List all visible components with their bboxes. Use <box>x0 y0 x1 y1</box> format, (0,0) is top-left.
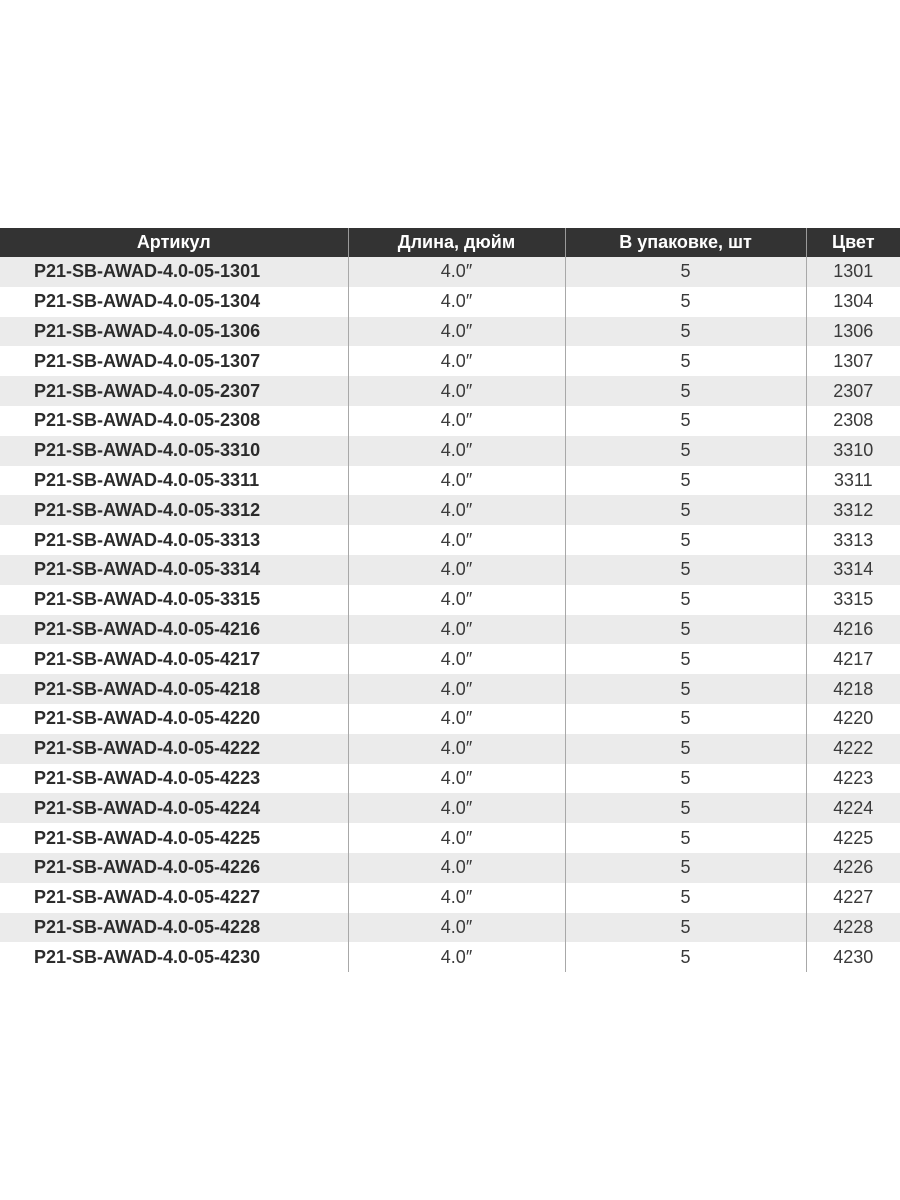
table-row <box>0 615 900 645</box>
cell-color: 4228 <box>806 913 900 943</box>
cell-article: P21-SB-AWAD-4.0-05-4225 <box>0 823 348 853</box>
table-row <box>0 495 900 525</box>
cell-length: 4.0″ <box>348 436 565 466</box>
cell-article: P21-SB-AWAD-4.0-05-4228 <box>0 913 348 943</box>
table-row <box>0 257 900 287</box>
cell-color: 4220 <box>806 704 900 734</box>
table-row <box>0 883 900 913</box>
cell-color: 4226 <box>806 853 900 883</box>
cell-color: 3312 <box>806 495 900 525</box>
table-row <box>0 287 900 317</box>
table-header <box>0 228 900 257</box>
cell-length: 4.0″ <box>348 942 565 972</box>
cell-color: 4225 <box>806 823 900 853</box>
cell-article: P21-SB-AWAD-4.0-05-1306 <box>0 317 348 347</box>
cell-article: P21-SB-AWAD-4.0-05-1307 <box>0 346 348 376</box>
table-row <box>0 406 900 436</box>
cell-color: 1306 <box>806 317 900 347</box>
cell-length: 4.0″ <box>348 376 565 406</box>
cell-article: P21-SB-AWAD-4.0-05-4217 <box>0 644 348 674</box>
cell-pack-qty: 5 <box>565 853 806 883</box>
cell-article: P21-SB-AWAD-4.0-05-4216 <box>0 615 348 645</box>
cell-color: 2308 <box>806 406 900 436</box>
cell-length: 4.0″ <box>348 495 565 525</box>
cell-length: 4.0″ <box>348 883 565 913</box>
cell-pack-qty: 5 <box>565 734 806 764</box>
cell-pack-qty: 5 <box>565 674 806 704</box>
cell-pack-qty: 5 <box>565 913 806 943</box>
cell-length: 4.0″ <box>348 674 565 704</box>
cell-color: 3313 <box>806 525 900 555</box>
cell-length: 4.0″ <box>348 525 565 555</box>
cell-length: 4.0″ <box>348 853 565 883</box>
table-row <box>0 346 900 376</box>
cell-color: 3310 <box>806 436 900 466</box>
header-row <box>0 228 900 257</box>
table-row <box>0 674 900 704</box>
table-row <box>0 555 900 585</box>
table-row <box>0 942 900 972</box>
cell-pack-qty: 5 <box>565 257 806 287</box>
cell-length: 4.0″ <box>348 704 565 734</box>
cell-pack-qty: 5 <box>565 644 806 674</box>
cell-length: 4.0″ <box>348 644 565 674</box>
cell-color: 3311 <box>806 466 900 496</box>
cell-length: 4.0″ <box>348 585 565 615</box>
cell-pack-qty: 5 <box>565 764 806 794</box>
cell-pack-qty: 5 <box>565 495 806 525</box>
cell-article: P21-SB-AWAD-4.0-05-4222 <box>0 734 348 764</box>
table-row <box>0 764 900 794</box>
product-table <box>0 228 900 972</box>
cell-pack-qty: 5 <box>565 346 806 376</box>
cell-color: 4218 <box>806 674 900 704</box>
cell-article: P21-SB-AWAD-4.0-05-3314 <box>0 555 348 585</box>
cell-length: 4.0″ <box>348 823 565 853</box>
cell-length: 4.0″ <box>348 615 565 645</box>
table-row <box>0 853 900 883</box>
cell-article: P21-SB-AWAD-4.0-05-3311 <box>0 466 348 496</box>
table-row <box>0 317 900 347</box>
cell-color: 1307 <box>806 346 900 376</box>
cell-pack-qty: 5 <box>565 466 806 496</box>
cell-color: 4224 <box>806 793 900 823</box>
cell-length: 4.0″ <box>348 287 565 317</box>
cell-pack-qty: 5 <box>565 793 806 823</box>
table-row <box>0 585 900 615</box>
table-row <box>0 704 900 734</box>
cell-color: 1301 <box>806 257 900 287</box>
cell-pack-qty: 5 <box>565 317 806 347</box>
cell-article: P21-SB-AWAD-4.0-05-1304 <box>0 287 348 317</box>
cell-color: 4216 <box>806 615 900 645</box>
cell-color: 4230 <box>806 942 900 972</box>
table-row <box>0 644 900 674</box>
cell-article: P21-SB-AWAD-4.0-05-4218 <box>0 674 348 704</box>
cell-article: P21-SB-AWAD-4.0-05-4223 <box>0 764 348 794</box>
cell-length: 4.0″ <box>348 555 565 585</box>
table-row <box>0 823 900 853</box>
header-length: Длина, дюйм <box>348 228 565 257</box>
cell-color: 2307 <box>806 376 900 406</box>
cell-length: 4.0″ <box>348 466 565 496</box>
cell-article: P21-SB-AWAD-4.0-05-4227 <box>0 883 348 913</box>
cell-pack-qty: 5 <box>565 287 806 317</box>
cell-color: 1304 <box>806 287 900 317</box>
table-row <box>0 734 900 764</box>
cell-pack-qty: 5 <box>565 585 806 615</box>
cell-length: 4.0″ <box>348 734 565 764</box>
cell-article: P21-SB-AWAD-4.0-05-3312 <box>0 495 348 525</box>
table-row <box>0 436 900 466</box>
cell-pack-qty: 5 <box>565 823 806 853</box>
cell-article: P21-SB-AWAD-4.0-05-4220 <box>0 704 348 734</box>
cell-pack-qty: 5 <box>565 525 806 555</box>
cell-length: 4.0″ <box>348 346 565 376</box>
cell-article: P21-SB-AWAD-4.0-05-3315 <box>0 585 348 615</box>
cell-color: 4223 <box>806 764 900 794</box>
table-row <box>0 793 900 823</box>
cell-length: 4.0″ <box>348 913 565 943</box>
cell-pack-qty: 5 <box>565 436 806 466</box>
cell-article: P21-SB-AWAD-4.0-05-3310 <box>0 436 348 466</box>
table-row <box>0 376 900 406</box>
cell-pack-qty: 5 <box>565 615 806 645</box>
cell-length: 4.0″ <box>348 764 565 794</box>
cell-color: 4217 <box>806 644 900 674</box>
cell-length: 4.0″ <box>348 793 565 823</box>
cell-article: P21-SB-AWAD-4.0-05-3313 <box>0 525 348 555</box>
cell-pack-qty: 5 <box>565 555 806 585</box>
cell-length: 4.0″ <box>348 317 565 347</box>
cell-pack-qty: 5 <box>565 406 806 436</box>
table-row <box>0 466 900 496</box>
header-article: Артикул <box>0 228 348 257</box>
table-body <box>0 257 900 972</box>
product-table-container <box>0 228 900 972</box>
cell-color: 3315 <box>806 585 900 615</box>
table-row <box>0 525 900 555</box>
cell-pack-qty: 5 <box>565 376 806 406</box>
cell-article: P21-SB-AWAD-4.0-05-2308 <box>0 406 348 436</box>
cell-color: 4222 <box>806 734 900 764</box>
cell-article: P21-SB-AWAD-4.0-05-4226 <box>0 853 348 883</box>
header-pack-qty: В упаковке, шт <box>565 228 806 257</box>
cell-color: 4227 <box>806 883 900 913</box>
cell-article: P21-SB-AWAD-4.0-05-1301 <box>0 257 348 287</box>
table-row <box>0 913 900 943</box>
cell-pack-qty: 5 <box>565 883 806 913</box>
cell-color: 3314 <box>806 555 900 585</box>
cell-article: P21-SB-AWAD-4.0-05-2307 <box>0 376 348 406</box>
header-color: Цвет <box>806 228 900 257</box>
cell-length: 4.0″ <box>348 406 565 436</box>
cell-pack-qty: 5 <box>565 942 806 972</box>
cell-article: P21-SB-AWAD-4.0-05-4224 <box>0 793 348 823</box>
cell-length: 4.0″ <box>348 257 565 287</box>
cell-article: P21-SB-AWAD-4.0-05-4230 <box>0 942 348 972</box>
cell-pack-qty: 5 <box>565 704 806 734</box>
